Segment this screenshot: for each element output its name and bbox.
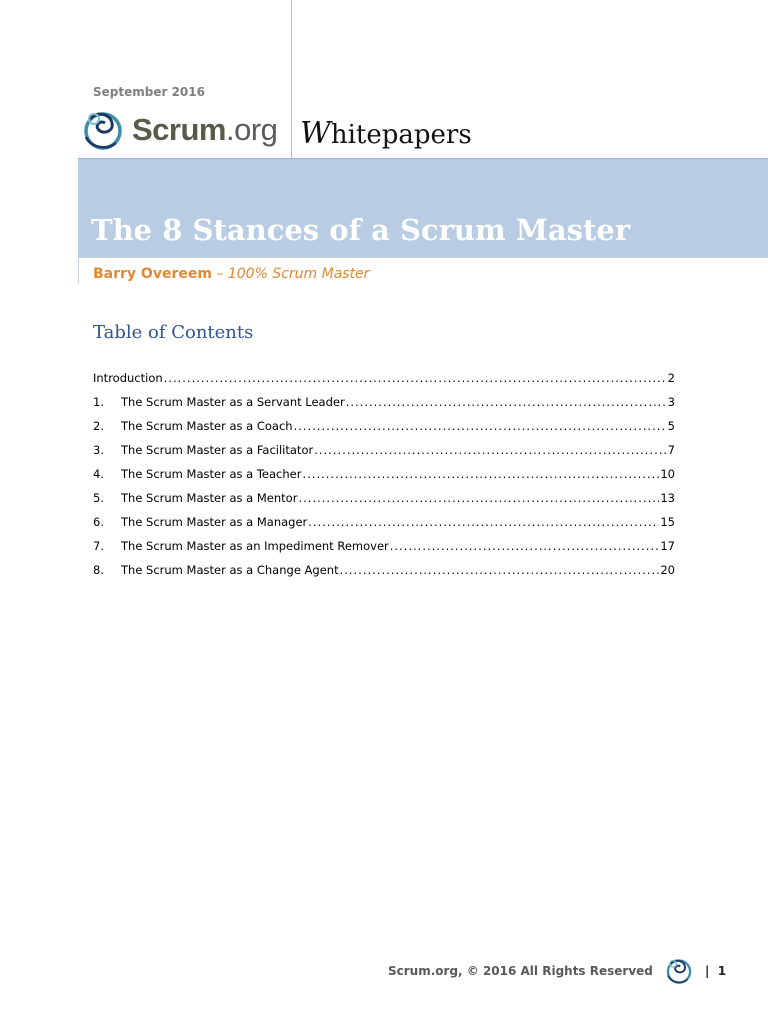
- toc-leader-dots: [314, 441, 666, 459]
- toc-entry-title: Introduction: [93, 371, 163, 385]
- toc-entry-change-agent[interactable]: [93, 561, 675, 585]
- toc-entry-title: The Scrum Master as a Manager: [121, 515, 308, 529]
- toc-entry-page: 5: [667, 419, 675, 433]
- toc-leader-dots: [346, 393, 667, 411]
- toc-entry-number: 6.: [93, 515, 104, 529]
- toc-entry-title: The Scrum Master as a Facilitator: [121, 443, 314, 457]
- scrum-org-logo: [80, 106, 277, 154]
- toc-heading: Table of Contents: [93, 322, 254, 343]
- document-title: The 8 Stances of a Scrum Master: [91, 213, 631, 247]
- author-line: [93, 266, 369, 282]
- toc-entry-page: 10: [660, 467, 675, 481]
- scrum-org-swirl-icon: [664, 956, 694, 986]
- toc-entry-title: The Scrum Master as a Teacher: [121, 467, 302, 481]
- toc-entry-title: The Scrum Master as a Servant Leader: [121, 395, 345, 409]
- toc-entry-teacher[interactable]: [93, 465, 675, 489]
- footer-page-value: 1: [717, 964, 727, 978]
- series-title-initial: W: [300, 116, 331, 151]
- toc-entry-number: 4.: [93, 467, 104, 481]
- banner-left-stub: [78, 257, 79, 283]
- toc-entry-title: The Scrum Master as an Impediment Remover: [121, 539, 389, 553]
- footer-copyright: Scrum.org, © 2016 All Rights Reserved: [388, 964, 653, 978]
- toc-entry-impediment-remover[interactable]: [93, 537, 675, 561]
- header-divider-line: [291, 0, 292, 158]
- scrum-org-swirl-icon: [80, 107, 126, 153]
- logo-wordmark-bold: Scrum: [132, 112, 226, 147]
- toc-entry-title: The Scrum Master as a Change Agent: [121, 563, 339, 577]
- toc-entry-introduction[interactable]: [93, 369, 675, 393]
- toc-entry-mentor[interactable]: [93, 489, 675, 513]
- toc-entry-number: 8.: [93, 563, 104, 577]
- author-name: Barry Overeem: [93, 266, 212, 282]
- logo-wordmark: [132, 112, 277, 148]
- banner-bottom-rule: [78, 257, 768, 258]
- footer-page-number: [705, 964, 726, 978]
- toc-entry-page: 20: [660, 563, 675, 577]
- toc-entry-servant-leader[interactable]: [93, 393, 675, 417]
- toc-leader-dots: [340, 561, 660, 579]
- title-banner: [78, 158, 768, 258]
- publish-date: September 2016: [93, 85, 205, 99]
- toc-entry-number: 5.: [93, 491, 104, 505]
- toc-entry-page: 2: [667, 371, 675, 385]
- toc-entry-number: 1.: [93, 395, 104, 409]
- toc-entry-number: 3.: [93, 443, 104, 457]
- toc-leader-dots: [302, 465, 659, 483]
- logo-wordmark-light: .org: [225, 112, 278, 147]
- toc-entry-number: 7.: [93, 539, 104, 553]
- author-separator: –: [211, 266, 228, 282]
- toc-entry-facilitator[interactable]: [93, 441, 675, 465]
- toc-entry-title: The Scrum Master as a Mentor: [121, 491, 298, 505]
- toc-entry-number: 2.: [93, 419, 104, 433]
- toc-entry-page: 13: [660, 491, 675, 505]
- footer-page-separator: |: [705, 964, 710, 978]
- toc-entry-title: The Scrum Master as a Coach: [121, 419, 293, 433]
- toc-entry-coach[interactable]: [93, 417, 675, 441]
- toc-entry-manager[interactable]: [93, 513, 675, 537]
- toc-leader-dots: [164, 369, 667, 387]
- series-title: [300, 116, 472, 151]
- table-of-contents: [93, 369, 675, 585]
- toc-entry-page: 7: [667, 443, 675, 457]
- toc-leader-dots: [390, 537, 660, 555]
- author-role: 100% Scrum Master: [227, 266, 370, 282]
- toc-entry-page: 17: [660, 539, 675, 553]
- series-title-rest: hitepapers: [330, 120, 472, 150]
- toc-entry-page: 15: [660, 515, 675, 529]
- toc-leader-dots: [298, 489, 659, 507]
- toc-entry-page: 3: [667, 395, 675, 409]
- toc-leader-dots: [294, 417, 667, 435]
- toc-leader-dots: [308, 513, 659, 531]
